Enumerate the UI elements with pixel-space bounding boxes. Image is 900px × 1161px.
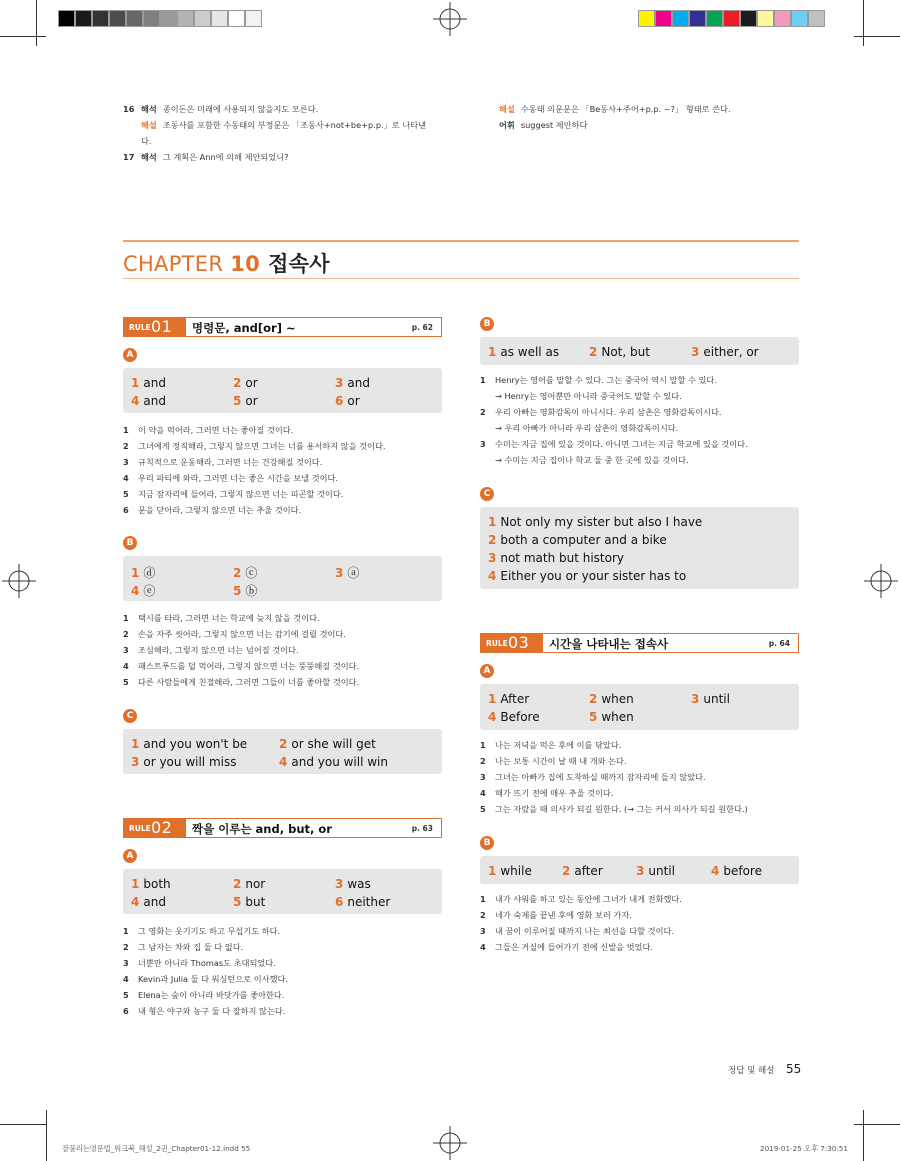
color-swatch (791, 10, 808, 27)
answer-item (233, 564, 257, 581)
rule-tag (124, 318, 186, 336)
answer-text: neither (347, 895, 391, 909)
section-b-badge: B (123, 536, 137, 550)
answer-text: ⓑ (245, 584, 258, 598)
section-a-badge: A (123, 348, 137, 362)
answer-number: 6 (335, 895, 344, 909)
answer-item (233, 895, 265, 909)
answer-number: 1 (131, 376, 140, 390)
answer-item (233, 394, 258, 408)
list-item: 1 이 약을 먹어라, 그러면 너는 좋아질 것이다. (123, 425, 294, 435)
chapter-korean-title: 접속사 (268, 252, 330, 276)
answer-text: ⓔ (143, 584, 156, 598)
answer-text: After (500, 692, 530, 706)
registration-mark-icon (864, 564, 898, 598)
answer-number: 1 (488, 864, 497, 878)
chapter-prefix: CHAPTER (123, 252, 224, 276)
answer-item (488, 692, 529, 706)
rule-tag-label: RULE (486, 639, 508, 648)
answer-item (335, 394, 360, 408)
rule-tag-label: RULE (129, 323, 151, 332)
list-item: → 우리 아빠가 아니라 우리 삼촌이 영화감독이시다. (495, 422, 679, 433)
answer-text: or (245, 394, 258, 408)
answer-text: or you will miss (143, 755, 237, 769)
answer-number: 1 (488, 692, 497, 706)
list-item: 6 내 형은 야구와 농구 둘 다 잘하지 않는다. (123, 1005, 286, 1016)
answer-box-r3b (480, 856, 799, 884)
answer-box-r2c (480, 507, 799, 589)
answer-text: but (245, 895, 266, 909)
answer-item (488, 515, 702, 529)
answer-number: 1 (131, 566, 140, 580)
answer-text: not math but history (500, 551, 625, 565)
answer-item (131, 582, 155, 599)
section-a-badge: A (123, 849, 137, 863)
color-swatch (706, 10, 723, 27)
answer-number: 3 (335, 566, 344, 580)
answer-number: 4 (279, 755, 288, 769)
page-number: 55 (786, 1062, 802, 1076)
answer-number: 1 (488, 515, 497, 529)
answer-item (488, 533, 667, 547)
rule-header-01 (123, 317, 442, 337)
footer-label: 정답 및 해설 (728, 1066, 775, 1076)
note-text: 종이돈은 미래에 사용되지 않을지도 모른다. (162, 104, 319, 114)
answer-text: both (143, 877, 171, 891)
answer-number: 1 (131, 737, 140, 751)
list-item: 2 네가 숙제를 끝낸 후에 영화 보러 가자. (480, 909, 632, 920)
answer-item (233, 877, 265, 891)
note-text: suggest 제안하다 (520, 120, 588, 130)
answer-number: 4 (131, 584, 140, 598)
answer-text: ⓐ (347, 566, 360, 580)
answer-item (589, 345, 650, 359)
answer-number: 2 (589, 345, 598, 359)
answer-number: 3 (691, 692, 700, 706)
list-item: 2 손을 자주 씻어라, 그렇지 않으면 너는 감기에 걸릴 것이다. (123, 628, 346, 639)
answer-number: 3 (488, 551, 497, 565)
rule-number: 02 (151, 818, 173, 837)
answer-number: 1 (131, 877, 140, 891)
answer-item (131, 394, 166, 408)
answer-text: was (347, 877, 371, 891)
answer-number: 4 (131, 895, 140, 909)
list-item: 1 Henry는 영어를 말할 수 있다. 그는 중국어 역시 말할 수 있다. (480, 375, 717, 385)
answer-text: and (347, 376, 370, 390)
crop-mark (854, 36, 900, 37)
answer-text: Not only my sister but also I have (500, 515, 703, 529)
answer-item (636, 864, 675, 878)
list-item: 1 택시를 타라, 그러면 너는 학교에 늦지 않을 것이다. (123, 613, 320, 623)
answer-item (335, 564, 359, 581)
list-item: 2 나는 보통 시간이 날 때 내 개와 논다. (480, 755, 627, 766)
rule-header-03 (480, 633, 799, 653)
answer-text: and (143, 394, 166, 408)
color-swatch (808, 10, 825, 27)
answer-item (488, 569, 686, 583)
answer-text: and (143, 376, 166, 390)
color-swatch (92, 10, 109, 27)
top-notes-left (123, 101, 426, 165)
answer-item (279, 737, 376, 751)
color-swatch (126, 10, 143, 27)
crop-mark (46, 1110, 47, 1161)
color-swatch (228, 10, 245, 27)
registration-mark-icon (433, 2, 467, 36)
rule-title: 시간을 나타내는 접속사 (549, 637, 669, 651)
translation-list-r3b (480, 892, 682, 956)
answer-item (131, 877, 171, 891)
rule-title: 짝을 이루는 and, but, or (192, 822, 332, 836)
rule-header-02 (123, 818, 442, 838)
translation-list-r1b (123, 611, 359, 691)
list-item: 4 패스트푸드를 덜 먹어라, 그렇지 않으면 너는 뚱뚱해질 것이다. (123, 660, 360, 671)
answer-text: or (347, 394, 360, 408)
rule-tag (481, 634, 543, 652)
color-swatch (689, 10, 706, 27)
translation-list-r2b (480, 373, 748, 468)
translation-list-r3a (480, 738, 748, 818)
list-item: → Henry는 영어뿐만 아니라 중국어도 말할 수 있다. (495, 390, 682, 401)
list-item: 5 다른 사람들에게 친절해라, 그러면 그들이 너를 좋아할 것이다. (123, 676, 360, 687)
answer-text: ⓒ (245, 566, 258, 580)
slug-filename: 잘풀리는영문법_워크북_해설_2권_Chapter01-12.indd 55 (62, 1144, 251, 1153)
list-item: 2 우리 아빠는 영화감독이 아니시다. 우리 삼촌은 영화감독이시다. (480, 406, 722, 417)
answer-text: Either you or your sister has to (500, 569, 687, 583)
rule-page-ref: p. 64 (768, 639, 790, 648)
answer-item (488, 864, 532, 878)
answer-number: 2 (233, 566, 242, 580)
answer-text: when (601, 692, 634, 706)
note-label: 해석 (141, 152, 157, 162)
color-swatch (58, 10, 75, 27)
color-swatch (143, 10, 160, 27)
answer-item (691, 692, 730, 706)
answer-number: 3 (636, 864, 645, 878)
answer-text: Not, but (601, 345, 650, 359)
color-swatch (774, 10, 791, 27)
color-swatch (723, 10, 740, 27)
answer-text: either, or (703, 345, 759, 359)
list-item: 1 그 영화는 웃기기도 하고 무섭기도 하다. (123, 926, 281, 936)
answer-item (131, 376, 166, 390)
answer-item (562, 864, 603, 878)
answer-number: 5 (233, 895, 242, 909)
chapter-number: 10 (230, 252, 261, 276)
color-swatch (245, 10, 262, 27)
answer-number: 3 (335, 376, 344, 390)
answer-text: and you will win (291, 755, 388, 769)
answer-item (233, 582, 257, 599)
list-item: 3 규칙적으로 운동해라, 그러면 너는 건강해질 것이다. (123, 456, 323, 467)
answer-number: 5 (589, 710, 598, 724)
list-item: 5 Elena는 숲이 아니라 바닷가를 좋아한다. (123, 989, 285, 1000)
list-item: 5 지금 잠자리에 들어라, 그렇지 않으면 너는 피곤할 것이다. (123, 488, 344, 499)
answer-text: before (723, 864, 762, 878)
rule-number: 01 (151, 317, 173, 336)
list-item: 3 수미는 지금 집에 있을 것이다. 아니면 그녀는 지금 학교에 있을 것이다. (480, 438, 748, 449)
answer-box-r3a (480, 684, 799, 730)
list-item: 3 그녀는 아빠가 집에 도착하실 때까지 잠자리에 들지 않았다. (480, 771, 706, 782)
answer-item (233, 376, 258, 390)
answer-number: 2 (589, 692, 598, 706)
color-swatch (109, 10, 126, 27)
answer-number: 1 (488, 345, 497, 359)
note-label: 해설 (141, 120, 157, 130)
section-c-badge: C (480, 487, 494, 501)
answer-item (589, 692, 634, 706)
answer-text: until (648, 864, 675, 878)
rule-number: 03 (508, 633, 530, 652)
list-item: 3 너뿐만 아니라 Thomas도 초대되었다. (123, 957, 276, 968)
answer-number: 2 (279, 737, 288, 751)
color-swatch (160, 10, 177, 27)
top-notes-right (499, 101, 731, 133)
answer-box-r2b (480, 337, 799, 365)
answer-item (131, 564, 155, 581)
answer-item (335, 376, 370, 390)
rule-page-ref: p. 63 (411, 824, 433, 833)
answer-number: 2 (488, 533, 497, 547)
answer-text: until (703, 692, 730, 706)
translation-list-r2a (123, 924, 288, 1019)
answer-number: 2 (562, 864, 571, 878)
answer-box-r2a (123, 869, 442, 914)
answer-item (131, 737, 247, 751)
color-swatch (638, 10, 655, 27)
rule-tag-label: RULE (129, 824, 151, 833)
note-text: 수동태 의문문은 「Be동사+주어+p.p. ~?」 형태로 쓴다. (520, 104, 731, 114)
note-number: 16 (123, 104, 135, 114)
answer-number: 6 (335, 394, 344, 408)
color-swatch (672, 10, 689, 27)
answer-item (488, 345, 559, 359)
rule-tag (124, 819, 186, 837)
rule-page-ref: p. 62 (411, 323, 433, 332)
crop-mark (0, 36, 46, 37)
answer-number: 3 (335, 877, 344, 891)
answer-box-r1c (123, 729, 442, 774)
list-item: 1 내가 샤워를 하고 있는 동안에 그녀가 내게 전화했다. (480, 894, 682, 904)
answer-item (335, 877, 371, 891)
note-text: 다. (141, 136, 152, 146)
answer-text: nor (245, 877, 266, 891)
color-swatch (740, 10, 757, 27)
color-swatch (655, 10, 672, 27)
color-swatch (75, 10, 92, 27)
answer-item (131, 755, 236, 769)
note-number: 17 (123, 152, 135, 162)
answer-number: 4 (711, 864, 720, 878)
answer-text: when (601, 710, 634, 724)
note-label: 해설 (499, 104, 515, 114)
answer-number: 2 (233, 376, 242, 390)
chapter-title (123, 248, 330, 278)
answer-text: or she will get (291, 737, 376, 751)
color-swatch (211, 10, 228, 27)
answer-item (335, 895, 390, 909)
list-item: 2 그녀에게 정직해라, 그렇지 않으면 그녀는 너를 용서하지 않을 것이다. (123, 440, 386, 451)
list-item: 4 Kevin과 Julia 둘 다 워싱턴으로 이사했다. (123, 973, 289, 984)
answer-item (488, 710, 540, 724)
answer-text: as well as (500, 345, 560, 359)
note-text: 조동사를 포함한 수동태의 부정문은 「조동사+not+be+p.p.」로 나타낸 (162, 120, 427, 130)
answer-text: Before (500, 710, 540, 724)
crop-mark (0, 1124, 46, 1125)
registration-mark-icon (2, 564, 36, 598)
answer-text: and you won't be (143, 737, 248, 751)
list-item: 3 조심해라, 그렇지 않으면 너는 넘어질 것이다. (123, 644, 299, 655)
answer-box-r1a (123, 368, 442, 413)
answer-number: 4 (131, 394, 140, 408)
list-item: 4 그들은 거실에 들어가기 전에 신발을 벗었다. (480, 941, 653, 952)
answer-item (589, 710, 634, 724)
translation-list-r1a (123, 423, 385, 518)
answer-text: both a computer and a bike (500, 533, 667, 547)
note-text: 그 계획은 Ann에 의해 제안되었니? (162, 152, 289, 162)
chapter-rule-bottom (123, 278, 799, 279)
answer-item (131, 895, 166, 909)
answer-text: and (143, 895, 166, 909)
color-swatch (757, 10, 774, 27)
answer-text: while (500, 864, 532, 878)
answer-item (711, 864, 762, 878)
note-label: 어휘 (499, 120, 515, 130)
section-a-badge: A (480, 664, 494, 678)
answer-item (691, 345, 759, 359)
list-item: → 수미는 지금 집이나 학교 둘 중 한 곳에 있을 것이다. (495, 454, 689, 465)
list-item: 6 문을 닫아라, 그렇지 않으면 너는 추울 것이다. (123, 504, 302, 515)
answer-box-r1b (123, 556, 442, 601)
list-item: 5 그는 자랐을 때 의사가 되길 원한다. (→ 그는 커서 의사가 되길 원한다.) (480, 803, 748, 814)
slug-timestamp: 2019-01-25 오후 7:30:51 (760, 1144, 848, 1153)
answer-number: 2 (233, 877, 242, 891)
crop-mark (863, 0, 864, 46)
list-item: 1 나는 저녁을 먹은 후에 이를 닦았다. (480, 740, 622, 750)
list-item: 3 내 꿈이 이루어질 때까지 나는 최선을 다할 것이다. (480, 925, 675, 936)
chapter-rule-top (123, 240, 799, 242)
answer-number: 4 (488, 710, 497, 724)
color-swatch (177, 10, 194, 27)
section-b-badge: B (480, 836, 494, 850)
answer-item (488, 551, 624, 565)
crop-mark (36, 0, 37, 46)
answer-number: 4 (488, 569, 497, 583)
answer-text: ⓓ (143, 566, 156, 580)
answer-number: 5 (233, 584, 242, 598)
crop-mark (863, 1110, 864, 1161)
section-c-badge: C (123, 709, 137, 723)
answer-item (279, 755, 388, 769)
note-label: 해석 (141, 104, 157, 114)
crop-mark (854, 1124, 900, 1125)
answer-number: 3 (131, 755, 140, 769)
answer-text: after (574, 864, 603, 878)
list-item: 4 해가 뜨기 전에 매우 추울 것이다. (480, 787, 614, 798)
section-b-badge: B (480, 317, 494, 331)
list-item: 2 그 남자는 차와 집 둘 다 없다. (123, 941, 244, 952)
registration-mark-icon (433, 1126, 467, 1160)
list-item: 4 우리 파티에 와라, 그러면 너는 좋은 시간을 보낼 것이다. (123, 472, 339, 483)
answer-number: 3 (691, 345, 700, 359)
color-swatch (194, 10, 211, 27)
answer-text: or (245, 376, 258, 390)
answer-number: 5 (233, 394, 242, 408)
rule-title: 명령문, and[or] ~ (192, 321, 296, 335)
